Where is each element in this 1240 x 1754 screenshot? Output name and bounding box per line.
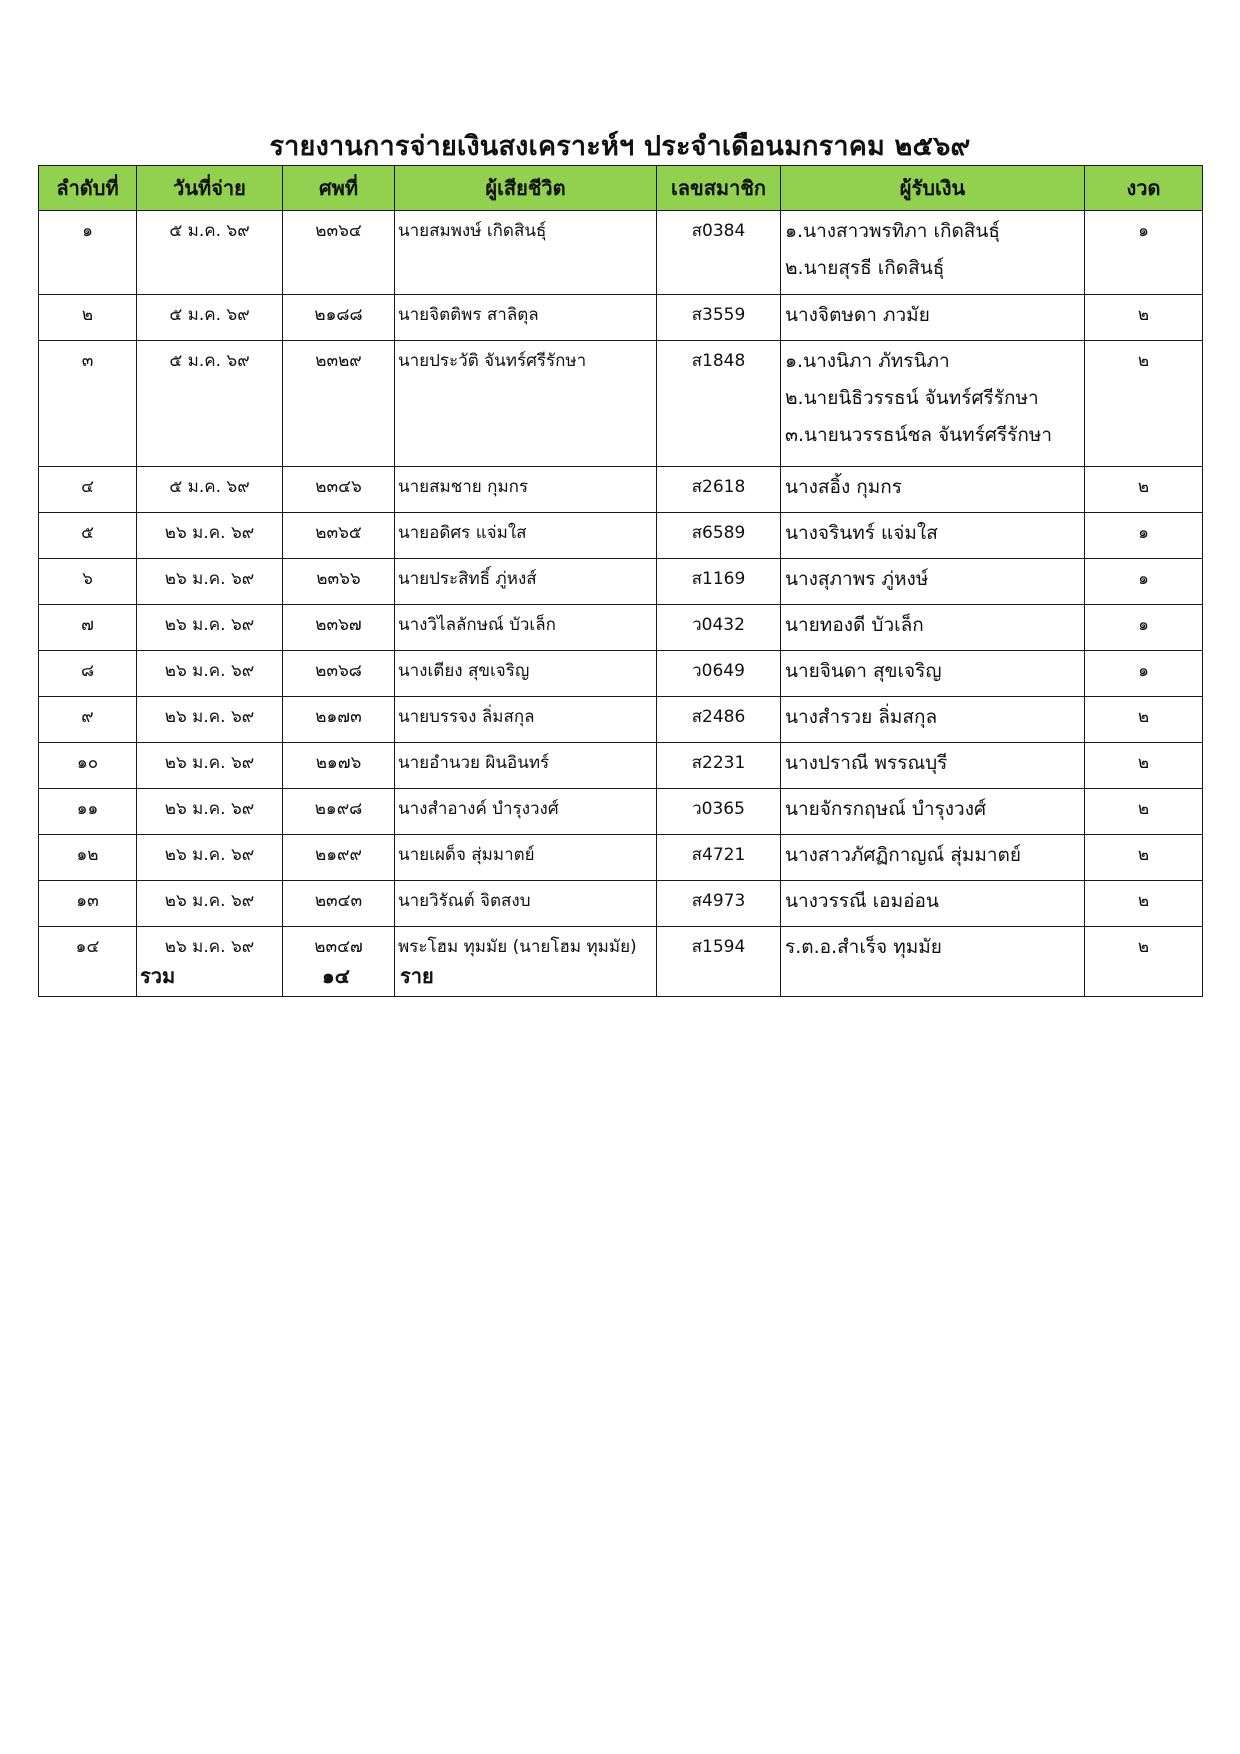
cell-installment: ๒ [1085, 467, 1203, 513]
cell-recipient [781, 743, 1085, 789]
cell-installment: ๑ [1085, 605, 1203, 651]
recipient-name: นางปราณี พรรณบุรี [785, 752, 948, 774]
table-row [39, 881, 1203, 927]
table-row [39, 835, 1203, 881]
cell-no: ๑๑ [39, 789, 137, 835]
cell-deceased: นายสมชาย กุมกร [395, 467, 657, 513]
payment-table [38, 165, 1203, 997]
table-body [39, 211, 1203, 997]
cell-recipient [781, 295, 1085, 341]
cell-case: ๒๓๖๔ [283, 211, 395, 295]
summary-unit: ราย [400, 964, 434, 988]
recipient-name: ๑.นางสาวพรทิภา เกิดสินธุ์ [785, 220, 1000, 242]
cell-member: ส2486 [657, 697, 781, 743]
cell-recipient [781, 789, 1085, 835]
recipient-name: ร.ต.อ.สำเร็จ ทุมมัย [785, 936, 942, 958]
cell-no: ๑๐ [39, 743, 137, 789]
cell-deceased: นางวิไลลักษณ์ บัวเล็ก [395, 605, 657, 651]
cell-date: ๒๖ ม.ค. ๖๙ [137, 927, 283, 997]
cell-installment: ๑ [1085, 211, 1203, 295]
recipient-name: นางวรรณี เอมอ่อน [785, 890, 939, 912]
cell-no: ๘ [39, 651, 137, 697]
cell-date: ๒๖ ม.ค. ๖๙ [137, 881, 283, 927]
cell-recipient [781, 341, 1085, 467]
cell-installment: ๒ [1085, 835, 1203, 881]
recipient-name: นางสอิ้ง กุมกร [785, 476, 902, 498]
cell-member: ส2618 [657, 467, 781, 513]
cell-installment: ๒ [1085, 789, 1203, 835]
table-header-row [39, 166, 1203, 211]
cell-deceased: นายบรรจง ลิ่มสกุล [395, 697, 657, 743]
cell-case: ๒๑๘๘ [283, 295, 395, 341]
cell-recipient [781, 697, 1085, 743]
cell-member: ว0432 [657, 605, 781, 651]
cell-deceased: นางเตียง สุขเจริญ [395, 651, 657, 697]
table-row [39, 697, 1203, 743]
summary-count: ๑๔ [322, 964, 350, 988]
cell-date: ๒๖ ม.ค. ๖๙ [137, 513, 283, 559]
cell-no: ๒ [39, 295, 137, 341]
cell-deceased: นายวิรัณต์ จิตสงบ [395, 881, 657, 927]
cell-date: ๒๖ ม.ค. ๖๙ [137, 789, 283, 835]
cell-deceased: นางสำอางค์ บำรุงวงศ์ [395, 789, 657, 835]
cell-case: ๒๑๗๓ [283, 697, 395, 743]
cell-case: ๒๓๖๕ [283, 513, 395, 559]
header-date: วันที่จ่าย [137, 166, 283, 211]
table-row [39, 651, 1203, 697]
cell-member: ส3559 [657, 295, 781, 341]
cell-deceased: นายประวัติ จันทร์ศรีรักษา [395, 341, 657, 467]
cell-recipient [781, 467, 1085, 513]
cell-case: ๒๓๖๗ [283, 605, 395, 651]
recipient-name: นางจรินทร์ แจ่มใส [785, 522, 938, 544]
cell-no: ๑ [39, 211, 137, 295]
recipient-name: นางสาวภัศฏิกาญณ์ สุ่มมาตย์ [785, 844, 1022, 866]
cell-installment: ๑ [1085, 651, 1203, 697]
cell-deceased: นายอดิศร แจ่มใส [395, 513, 657, 559]
cell-member: ส4721 [657, 835, 781, 881]
recipient-name: นางจิตษดา ภวมัย [785, 304, 930, 326]
cell-date: ๒๖ ม.ค. ๖๙ [137, 651, 283, 697]
table-row [39, 341, 1203, 467]
cell-installment: ๒ [1085, 341, 1203, 467]
header-deceased: ผู้เสียชีวิต [395, 166, 657, 211]
recipient-name: ๓.นายนวรรธน์ชล จันทร์ศรีรักษา [785, 424, 1053, 446]
table-row [39, 559, 1203, 605]
recipient-name: ๒.นายสุรธี เกิดสินธุ์ [785, 257, 945, 279]
header-no: ลำดับที่ [39, 166, 137, 211]
cell-installment: ๒ [1085, 881, 1203, 927]
cell-recipient [781, 605, 1085, 651]
recipient-name: นางสุภาพร ภู่หงษ์ [785, 568, 929, 590]
recipient-name: นายจักรกฤษณ์ บำรุงวงศ์ [785, 798, 987, 820]
table-row [39, 743, 1203, 789]
cell-recipient [781, 513, 1085, 559]
cell-no: ๓ [39, 341, 137, 467]
cell-date: ๕ ม.ค. ๖๙ [137, 295, 283, 341]
recipient-name: นายจินดา สุขเจริญ [785, 660, 942, 682]
table-row [39, 467, 1203, 513]
cell-date: ๕ ม.ค. ๖๙ [137, 467, 283, 513]
table-row [39, 789, 1203, 835]
table-row [39, 513, 1203, 559]
cell-case: ๒๓๖๖ [283, 559, 395, 605]
recipient-name: ๑.นางนิภา ภัทรนิภา [785, 350, 950, 372]
report-title: รายงานการจ่ายเงินสงเคราะห์ฯ ประจำเดือนมกราคม ๒๕๖๙ [269, 131, 971, 162]
cell-date: ๕ ม.ค. ๖๙ [137, 211, 283, 295]
cell-case: ๒๓๒๙ [283, 341, 395, 467]
cell-member: ส1594 [657, 927, 781, 997]
cell-installment: ๒ [1085, 743, 1203, 789]
cell-installment: ๒ [1085, 927, 1203, 997]
cell-deceased: นายอำนวย ผินอินทร์ [395, 743, 657, 789]
cell-no: ๗ [39, 605, 137, 651]
cell-deceased: นายเผด็จ สุ่มมาตย์ [395, 835, 657, 881]
cell-date: ๒๖ ม.ค. ๖๙ [137, 743, 283, 789]
cell-no: ๖ [39, 559, 137, 605]
cell-recipient [781, 211, 1085, 295]
cell-date: ๒๖ ม.ค. ๖๙ [137, 697, 283, 743]
cell-case: ๒๓๖๘ [283, 651, 395, 697]
cell-installment: ๑ [1085, 513, 1203, 559]
cell-no: ๑๔ [39, 927, 137, 997]
header-recipient: ผู้รับเงิน [781, 166, 1085, 211]
cell-date: ๒๖ ม.ค. ๖๙ [137, 559, 283, 605]
cell-case: ๒๓๔๓ [283, 881, 395, 927]
cell-no: ๕ [39, 513, 137, 559]
cell-member: ว0649 [657, 651, 781, 697]
cell-member: ส1169 [657, 559, 781, 605]
cell-installment: ๒ [1085, 697, 1203, 743]
cell-case: ๒๑๙๙ [283, 835, 395, 881]
header-member: เลขสมาชิก [657, 166, 781, 211]
cell-member: ส1848 [657, 341, 781, 467]
cell-date: ๒๖ ม.ค. ๖๙ [137, 835, 283, 881]
header-installment: งวด [1085, 166, 1203, 211]
recipient-name: นายทองดี บัวเล็ก [785, 614, 924, 636]
cell-no: ๙ [39, 697, 137, 743]
cell-case: ๒๓๔๗ [283, 927, 395, 997]
table-row [39, 211, 1203, 295]
cell-member: ส2231 [657, 743, 781, 789]
cell-member: ว0365 [657, 789, 781, 835]
cell-member: ส6589 [657, 513, 781, 559]
cell-deceased: นายจิตติพร สาลิตุล [395, 295, 657, 341]
summary-label: รวม [140, 964, 176, 988]
cell-installment: ๒ [1085, 295, 1203, 341]
cell-recipient [781, 927, 1085, 997]
cell-recipient [781, 835, 1085, 881]
cell-recipient [781, 559, 1085, 605]
cell-no: ๔ [39, 467, 137, 513]
table-row [39, 295, 1203, 341]
cell-installment: ๑ [1085, 559, 1203, 605]
cell-member: ส4973 [657, 881, 781, 927]
table-row [39, 605, 1203, 651]
cell-recipient [781, 881, 1085, 927]
cell-case: ๒๑๗๖ [283, 743, 395, 789]
recipient-name: นางสำรวย ลิ่มสกุล [785, 706, 938, 728]
cell-recipient [781, 651, 1085, 697]
cell-deceased: นายประสิทธิ์ ภู่หงส์ [395, 559, 657, 605]
cell-case: ๒๓๔๖ [283, 467, 395, 513]
table-row [39, 927, 1203, 997]
cell-deceased: พระโฮม ทุมมัย (นายโฮม ทุมมัย) [395, 927, 657, 997]
header-case: ศพที่ [283, 166, 395, 211]
cell-no: ๑๓ [39, 881, 137, 927]
cell-case: ๒๑๙๘ [283, 789, 395, 835]
cell-date: ๕ ม.ค. ๖๙ [137, 341, 283, 467]
recipient-name: ๒.นายนิธิวรรธน์ จันทร์ศรีรักษา [785, 387, 1039, 409]
cell-member: ส0384 [657, 211, 781, 295]
cell-no: ๑๒ [39, 835, 137, 881]
cell-deceased: นายสมพงษ์ เกิดสินธุ์ [395, 211, 657, 295]
cell-date: ๒๖ ม.ค. ๖๙ [137, 605, 283, 651]
